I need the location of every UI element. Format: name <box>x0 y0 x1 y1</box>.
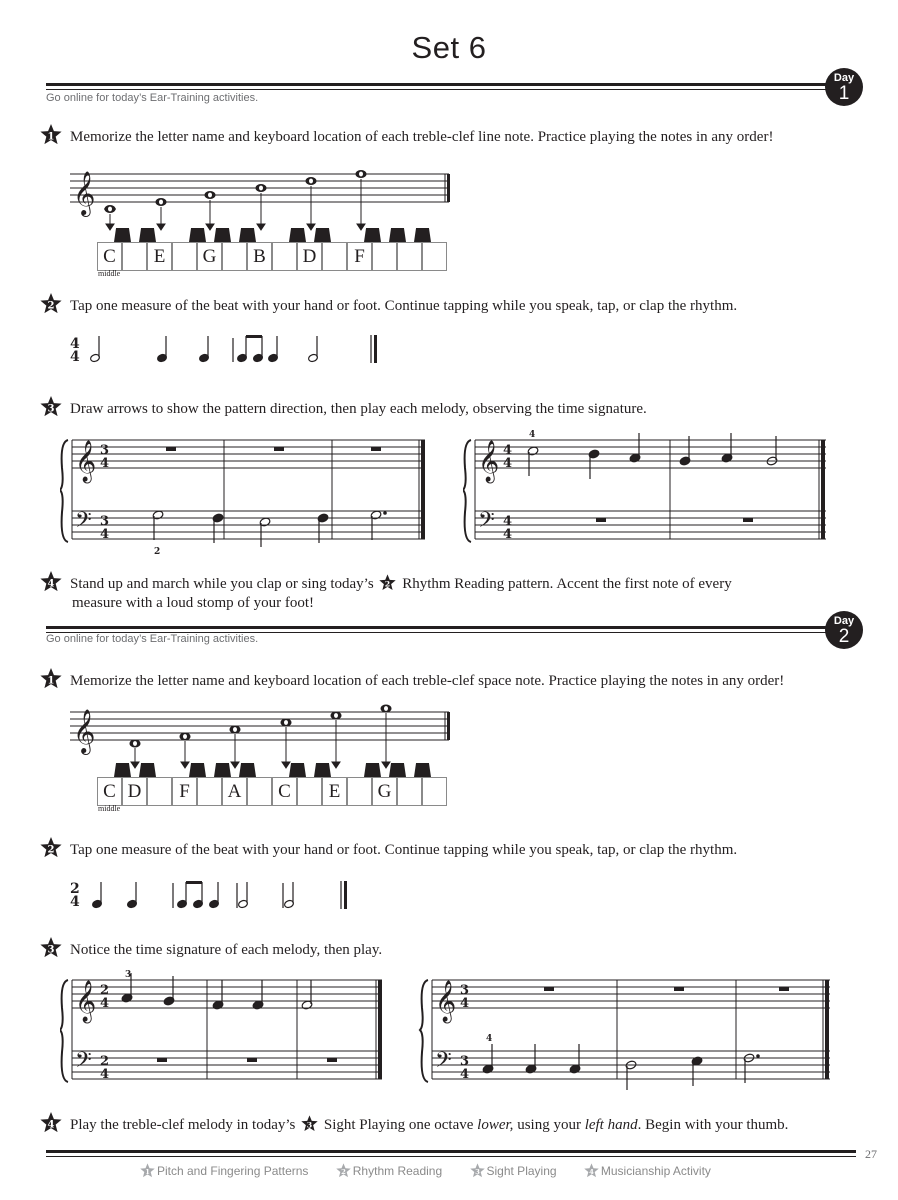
star-4-icon <box>584 1163 599 1178</box>
svg-text:3: 3 <box>47 403 55 415</box>
svg-text:3: 3 <box>460 1054 470 1069</box>
bass-clef-icon: 𝄢 <box>435 1048 452 1078</box>
activity-text: Notice the time signature of each melody, then play. <box>70 942 383 958</box>
svg-text:3: 3 <box>474 1167 480 1176</box>
treble-clef-icon: 𝄞 <box>75 981 97 1022</box>
activity-text: Draw arrows to show the pattern direction, then play each melody, observing the time signature. <box>70 401 647 417</box>
svg-text:2: 2 <box>47 300 55 312</box>
black-key <box>239 228 256 242</box>
treble-clef-icon: 𝄞 <box>478 441 500 482</box>
black-key <box>214 763 231 777</box>
day2-activity-1 <box>40 668 784 691</box>
white-key <box>372 242 397 271</box>
svg-text:4: 4 <box>47 578 55 590</box>
svg-text:2: 2 <box>70 881 80 897</box>
activity-text: Memorize the letter name and keyboard location of each treble-clef line note. Practice playing the notes in any order! <box>70 129 774 145</box>
svg-text:4: 4 <box>47 1119 55 1131</box>
white-key <box>247 777 272 806</box>
day-badge-number: 2 <box>838 626 850 647</box>
day2-badge <box>825 611 863 649</box>
black-key <box>364 228 381 242</box>
bass-clef-icon: 𝄢 <box>478 508 495 538</box>
white-key <box>422 242 447 271</box>
treble-clef-icon: 𝄞 <box>73 709 96 753</box>
white-key <box>397 242 422 271</box>
svg-text:4: 4 <box>460 996 470 1011</box>
white-key: B <box>247 242 272 271</box>
activity-text: Play the treble-clef melody in today’s <box>70 1117 296 1133</box>
white-key <box>122 242 147 271</box>
day2-activity-3 <box>40 937 382 960</box>
day2-divider <box>46 626 846 633</box>
rhythm-reading-star-icon <box>379 574 396 591</box>
white-key: F <box>347 242 372 271</box>
star-4-icon <box>40 1112 62 1133</box>
star-4-icon <box>40 571 62 592</box>
black-key <box>314 228 331 242</box>
day1-activity-1 <box>40 124 773 147</box>
day1-melody-a-grand-staff <box>60 428 430 558</box>
star-2-icon <box>40 293 62 314</box>
svg-text:4: 4 <box>70 336 80 352</box>
svg-text:1: 1 <box>47 675 55 687</box>
treble-clef-icon: 𝄞 <box>73 171 96 215</box>
svg-text:4: 4 <box>100 456 110 471</box>
svg-text:4: 4 <box>503 527 513 542</box>
middle-c-label: middle <box>98 804 121 813</box>
svg-text:3: 3 <box>47 944 55 956</box>
svg-text:2: 2 <box>385 579 391 589</box>
day2-melody-b-grand-staff <box>410 968 835 1098</box>
svg-text:4: 4 <box>503 514 513 529</box>
svg-text:4: 4 <box>503 443 513 458</box>
legend-item-pitch: 1 Pitch and Fingering Patterns <box>140 1163 308 1178</box>
middle-c-label: middle <box>98 269 121 278</box>
day1-activity-2 <box>40 293 737 316</box>
black-key <box>139 228 156 242</box>
legend-item-sight: 3 Sight Playing <box>470 1163 557 1178</box>
white-key <box>397 777 422 806</box>
star-2-icon <box>336 1163 351 1178</box>
activity-text: Rhythm Reading pattern. Accent the first note of every <box>402 576 732 592</box>
footer-legend <box>140 1163 735 1178</box>
page-title: Set 6 <box>411 30 487 65</box>
black-key <box>189 228 206 242</box>
activity-text: Tap one measure of the beat with your hand or foot. Continue tapping while you speak, tap, or clap the rhythm. <box>70 842 738 858</box>
svg-text:1: 1 <box>145 1167 150 1176</box>
activity-text: Sight Playing one octave <box>323 1117 474 1133</box>
legend-item-rhythm: 2 Rhythm Reading <box>336 1163 442 1178</box>
sight-playing-star-icon <box>301 1115 318 1132</box>
page-number: 27 <box>865 1147 877 1161</box>
black-key <box>189 763 206 777</box>
finger-number: 4 <box>529 430 536 440</box>
svg-text:4: 4 <box>100 527 110 542</box>
svg-text:4: 4 <box>460 1067 470 1082</box>
day1-keyboard <box>97 242 451 271</box>
day2-activity-4 <box>40 1112 870 1135</box>
black-key <box>389 763 406 777</box>
white-key <box>272 242 297 271</box>
day2-online-note: Go online for today’s Ear-Training activities. <box>46 633 259 645</box>
white-key <box>422 777 447 806</box>
black-key <box>239 763 256 777</box>
svg-text:1: 1 <box>47 131 55 143</box>
black-key <box>114 228 131 242</box>
black-key <box>414 763 431 777</box>
star-3-icon <box>40 937 62 958</box>
day2-rhythm-pattern <box>65 877 425 917</box>
svg-text:4: 4 <box>100 1067 110 1082</box>
black-key <box>139 763 156 777</box>
white-key: E <box>147 242 172 271</box>
bass-clef-icon: 𝄢 <box>75 508 92 538</box>
black-key <box>314 763 331 777</box>
svg-text:2: 2 <box>100 983 110 998</box>
day1-activity-4 <box>40 571 840 613</box>
star-3-icon <box>470 1163 485 1178</box>
activity-text: Stand up and march while you clap or sing today’s <box>70 576 374 592</box>
footer-divider <box>46 1150 856 1157</box>
activity-text-line2: measure with a loud stomp of your foot! <box>72 595 315 611</box>
day1-online-note: Go online for today’s Ear-Training activities. <box>46 92 259 104</box>
day2-keyboard <box>97 777 451 806</box>
activity-text: . Begin with your thumb. <box>637 1117 789 1133</box>
treble-clef-icon: 𝄞 <box>75 441 97 482</box>
white-key <box>197 777 222 806</box>
svg-text:4: 4 <box>70 349 80 365</box>
day1-divider <box>46 83 846 90</box>
black-key <box>114 763 131 777</box>
white-key <box>347 777 372 806</box>
day2-melody-a-grand-staff <box>60 968 390 1098</box>
star-2-icon <box>40 837 62 858</box>
white-key: C <box>272 777 297 806</box>
finger-number: 4 <box>486 1034 493 1044</box>
finger-number: 2 <box>154 547 161 557</box>
svg-text:4: 4 <box>70 894 80 910</box>
black-key <box>289 228 306 242</box>
white-key <box>322 242 347 271</box>
star-1-icon <box>140 1163 155 1178</box>
white-key: D <box>297 242 322 271</box>
day-badge-number: 1 <box>838 83 850 104</box>
finger-number: 3 <box>125 970 132 980</box>
svg-text:3: 3 <box>306 1120 313 1130</box>
white-key: C <box>97 777 122 806</box>
bass-clef-icon: 𝄢 <box>75 1048 92 1078</box>
svg-text:4: 4 <box>100 996 110 1011</box>
svg-text:3: 3 <box>460 983 470 998</box>
star-1-icon <box>40 124 62 145</box>
activity-text: Tap one measure of the beat with your hand or foot. Continue tapping while you speak, tap, or clap the rhythm. <box>70 298 738 314</box>
svg-text:4: 4 <box>503 456 513 471</box>
day1-melody-b-grand-staff <box>463 428 833 558</box>
svg-text:2: 2 <box>100 1054 110 1069</box>
legend-item-musicianship: 4 Musicianship Activity <box>584 1163 711 1178</box>
white-key: E <box>322 777 347 806</box>
white-key <box>297 777 322 806</box>
white-key <box>147 777 172 806</box>
day1-rhythm-pattern <box>65 330 425 370</box>
activity-text: Memorize the letter name and keyboard location of each treble-clef space note. Practice playing the notes in any order! <box>70 673 785 689</box>
day2-activity-2 <box>40 837 737 860</box>
svg-text:3: 3 <box>100 443 110 458</box>
svg-text:4: 4 <box>589 1167 594 1176</box>
treble-clef-icon: 𝄞 <box>435 981 457 1022</box>
black-key <box>364 763 381 777</box>
day1-badge <box>825 68 863 106</box>
white-key: G <box>372 777 397 806</box>
svg-text:2: 2 <box>340 1167 346 1176</box>
day1-activity-3 <box>40 396 647 419</box>
white-key: G <box>197 242 222 271</box>
activity-text: using your <box>517 1117 581 1133</box>
emphasis-left-hand: left hand <box>584 1117 638 1133</box>
white-key: C <box>97 242 122 271</box>
svg-text:3: 3 <box>100 514 110 529</box>
day-badge-label: Day <box>833 72 855 84</box>
white-key: D <box>122 777 147 806</box>
day-badge-label: Day <box>833 615 855 627</box>
white-key: A <box>222 777 247 806</box>
svg-text:2: 2 <box>47 844 55 856</box>
black-key <box>214 228 231 242</box>
star-3-icon <box>40 396 62 417</box>
black-key <box>414 228 431 242</box>
white-key: F <box>172 777 197 806</box>
emphasis-lower: lower, <box>477 1117 514 1133</box>
white-key <box>172 242 197 271</box>
black-key <box>289 763 306 777</box>
white-key <box>222 242 247 271</box>
black-key <box>389 228 406 242</box>
star-1-icon <box>40 668 62 689</box>
